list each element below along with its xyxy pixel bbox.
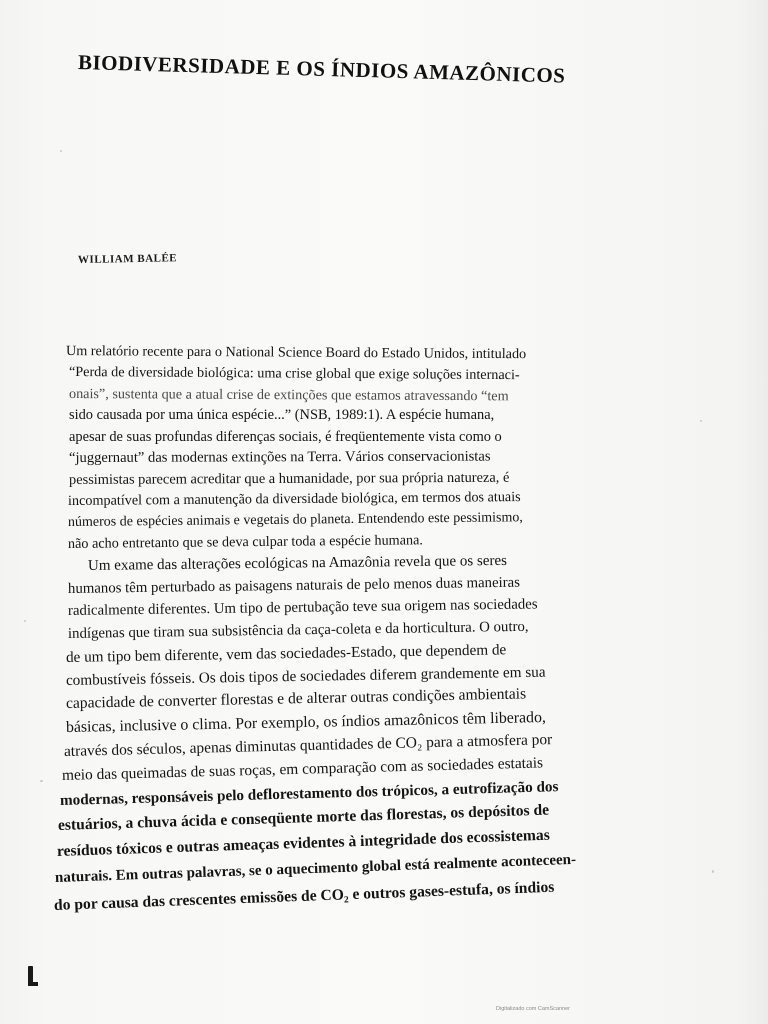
text-line: meio das queimadas de suas roças, em comparação com as sociedades estatais [61,754,544,784]
text-line: Um relatório recente para o National Science Board do Estado Unidos, intitulado [65,343,527,363]
text-line: combustíveis fósseis. Os dois tipos de sociedades diferem grandemente em sua [65,663,546,689]
text-line: resíduos tóxicos e outras ameaças evidentes à integridade dos ecossistemas [56,826,551,860]
text-line: não acho entretanto que se deva culpar toda a espécie humana. [67,532,423,552]
scan-speckle [24,620,26,622]
text-line: “juggernaut” das modernas extinções na Terra. Vários conservacionistas [68,448,491,466]
article-author: WILLIAM BALÉE [77,252,178,266]
text-line: através dos séculos, apenas diminutas quantidades de CO₂ para a atmosfera por [63,731,553,760]
text-line: apesar de suas profundas diferenças sociais, é freqüentemente vista como o [69,429,502,445]
text-line: capacidade de converter florestas e de alterar outras condições ambientais [65,685,527,712]
text-line: básicas, inclusive o clima. Por exemplo, os índios amazônicos têm liberado, [65,708,547,736]
text-line: do por causa das crescentes emissões de CO₂ e outros gases-estufa, os índios [53,878,555,914]
text-line: sido causada por uma única espécie...” (NSB, 1989:1). A espécie humana, [69,407,495,423]
text-line: de um tipo bem diferente, vem das sociedades-Estado, que dependem de [65,641,507,666]
text-line: humanos têm perturbado as paisagens naturais de pelo menos duas maneiras [67,574,521,597]
text-line: estuários, a chuva ácida e conseqüente morte das florestas, os depósitos de [57,801,550,834]
text-line: pessimistas parecem acreditar que a humanidade, por sua própria natureza, é [68,469,510,488]
text-line: modernas, responsáveis pelo deflorestamento dos trópicos, a eutrofização dos [59,778,559,809]
page-corner-mark [28,966,33,986]
scan-speckle [700,420,702,422]
text-line: números de espécies animais e vegetais do planeta. Entendendo este pessimismo, [67,510,523,530]
scan-speckle [712,870,714,873]
text-line: Um exame das alterações ecológicas na Amazônia revela que os seres [87,552,508,574]
camscanner-watermark: Digitalizado com CamScanner [496,1006,570,1012]
article-title: BIODIVERSIDADE E OS ÍNDIOS AMAZÔNICOS [77,50,566,88]
text-line: “Perda de diversidade biológica: uma crise global que exige soluções internaci- [68,364,520,384]
text-line: indígenas que tiram sua subsistência da caça-coleta e da horticultura. O outro, [67,618,529,642]
text-line: radicalmente diferentes. Um tipo de pertubação teve sua origem nas sociedades [67,596,538,619]
text-line: incompatível com a manutenção da diversidade biológica, em termos dos atuais [67,489,521,509]
text-line: onais”, sustenta que a atual crise de extinções que estamos atravessando “tem [68,386,509,405]
scan-speckle [60,150,62,152]
text-line: naturais. Em outras palavras, se o aquecimento global está realmente aconteceen- [54,851,577,886]
scan-speckle [40,780,43,782]
